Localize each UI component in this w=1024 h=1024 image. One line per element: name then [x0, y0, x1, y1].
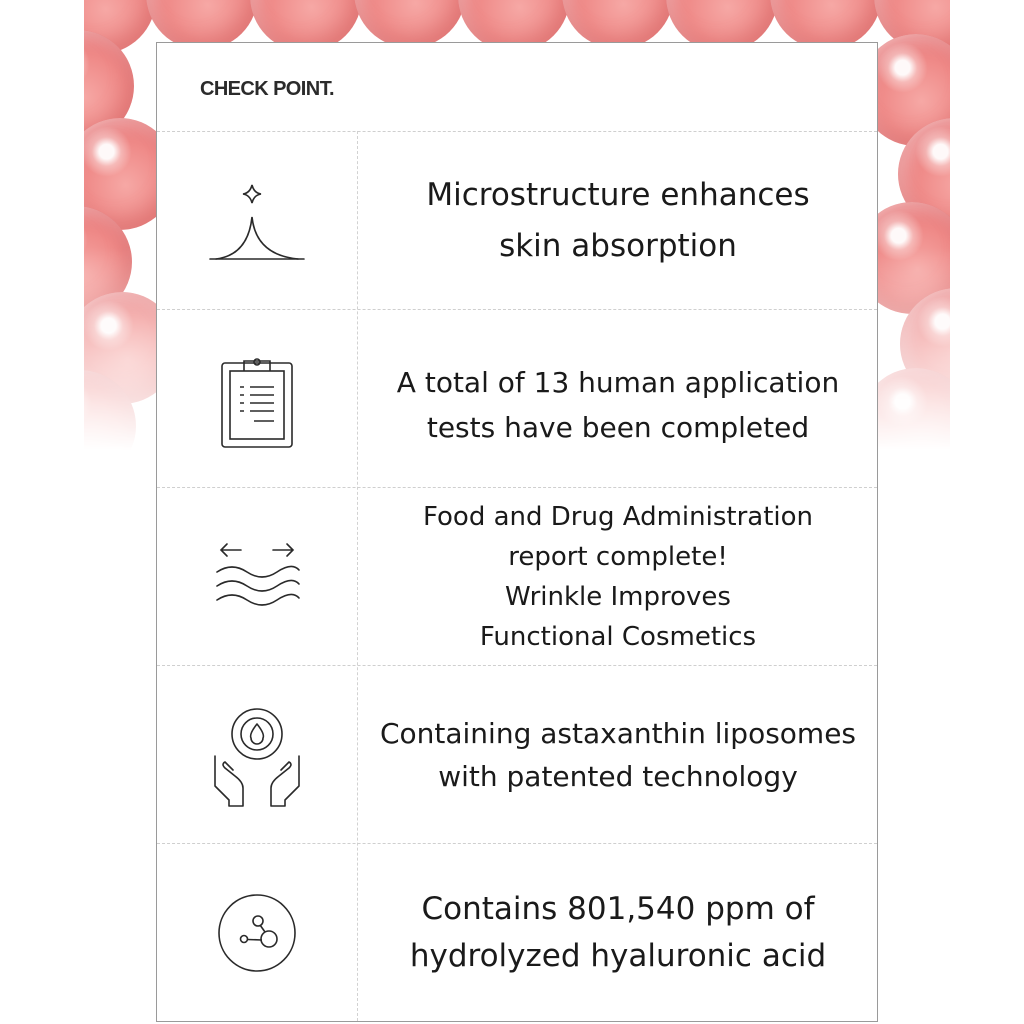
- feature-text: Microstructure enhances skin absorption: [426, 177, 810, 264]
- feature-text: A total of 13 human application tests have been completed: [396, 366, 840, 444]
- feature-row: [157, 309, 877, 488]
- molecule-icon: [157, 844, 357, 1022]
- feature-row: [157, 131, 877, 310]
- feature-text: Food and Drug Administration report complete! Wrinkle Improves Functional Cosmetics: [423, 502, 813, 652]
- wave-arrows-icon: [157, 488, 357, 666]
- brand-title: CHECK POINT.: [200, 78, 334, 100]
- feature-row: [157, 843, 877, 1022]
- sparkle-peak-icon: [157, 132, 357, 310]
- clipboard-icon: [157, 310, 357, 488]
- feature-row: [157, 665, 877, 844]
- feature-text: Containing astaxanthin liposomes with patented technology: [379, 717, 857, 793]
- feature-row: [157, 487, 877, 666]
- feature-text: Contains 801,540 ppm of hydrolyzed hyaluronic acid: [409, 891, 827, 974]
- checkpoint-card: [156, 42, 878, 1022]
- droplet-hands-icon: [157, 666, 357, 844]
